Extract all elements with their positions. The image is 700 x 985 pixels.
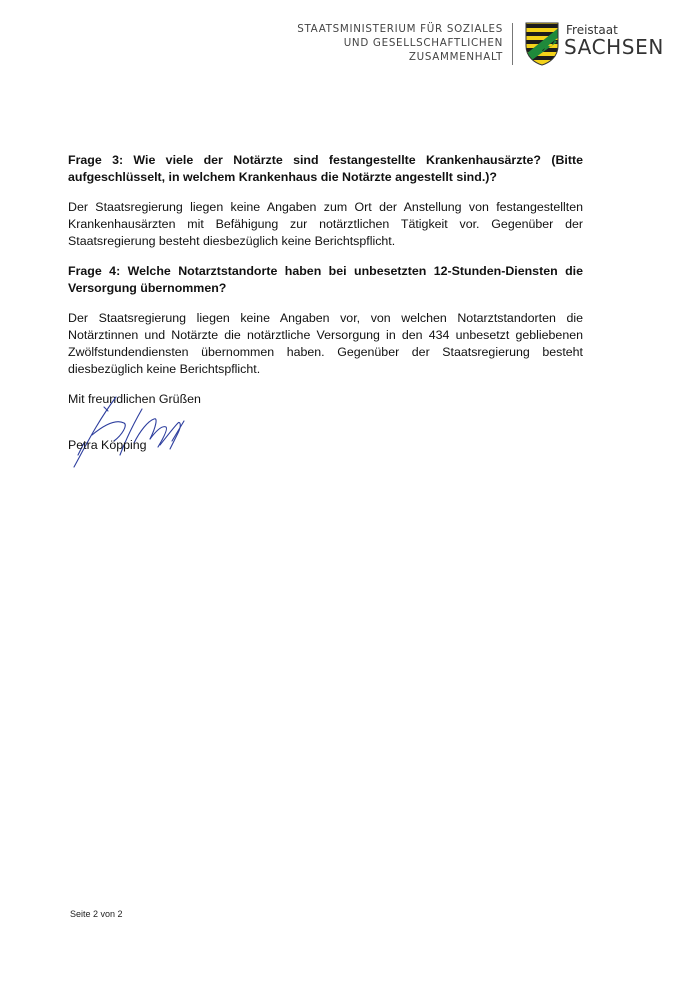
closing-greeting: Mit freundlichen Grüßen <box>68 392 201 406</box>
letter-body <box>68 152 583 408</box>
ministry-line-2: UND GESELLSCHAFTLICHEN <box>343 37 503 49</box>
letterhead <box>0 20 700 70</box>
letterhead-divider <box>512 23 513 65</box>
ministry-line-3: ZUSAMMENHALT <box>408 51 503 63</box>
handwritten-signature <box>64 395 194 475</box>
signer-name: Petra Köpping <box>68 438 147 452</box>
answer-4: Der Staatsregierung liegen keine Angaben vor, von welchen Notarztstandorten die Notärztinnen und Notärzte die notärztliche Versorgung in den 434 unbesetzt gebliebenen Zwölfstundendiensten übernommen haben. Gegenüber der Staatsregierung besteht diesbezüglich keine Berichtspflicht. <box>68 311 583 376</box>
state-label-small: Freistaat <box>566 23 618 37</box>
page-number: Seite 2 von 2 <box>70 909 123 919</box>
ministry-name <box>243 22 503 64</box>
question-4: Frage 4: Welche Notarztstandorte haben bei unbesetzten 12-Stunden-Diensten die Versorgung übernommen? <box>68 264 583 295</box>
question-3: Frage 3: Wie viele der Notärzte sind festangestellte Krankenhausärzte? (Bitte aufgeschlüsselt, in welchem Krankenhaus die Notärzte angestellt sind.)? <box>68 153 583 184</box>
answer-3: Der Staatsregierung liegen keine Angaben zum Ort der Anstellung von festangestellten Krankenhausärzten mit Befähigung zur notärztlichen Tätigkeit vor. Gegenüber der Staatsregierung besteht diesbezüglich keine Berichtspflicht. <box>68 200 583 248</box>
saxony-coat-of-arms-icon <box>525 22 559 66</box>
state-label-large: SACHSEN <box>564 35 664 59</box>
ministry-line-1: STAATSMINISTERIUM FÜR SOZIALES <box>297 23 503 35</box>
